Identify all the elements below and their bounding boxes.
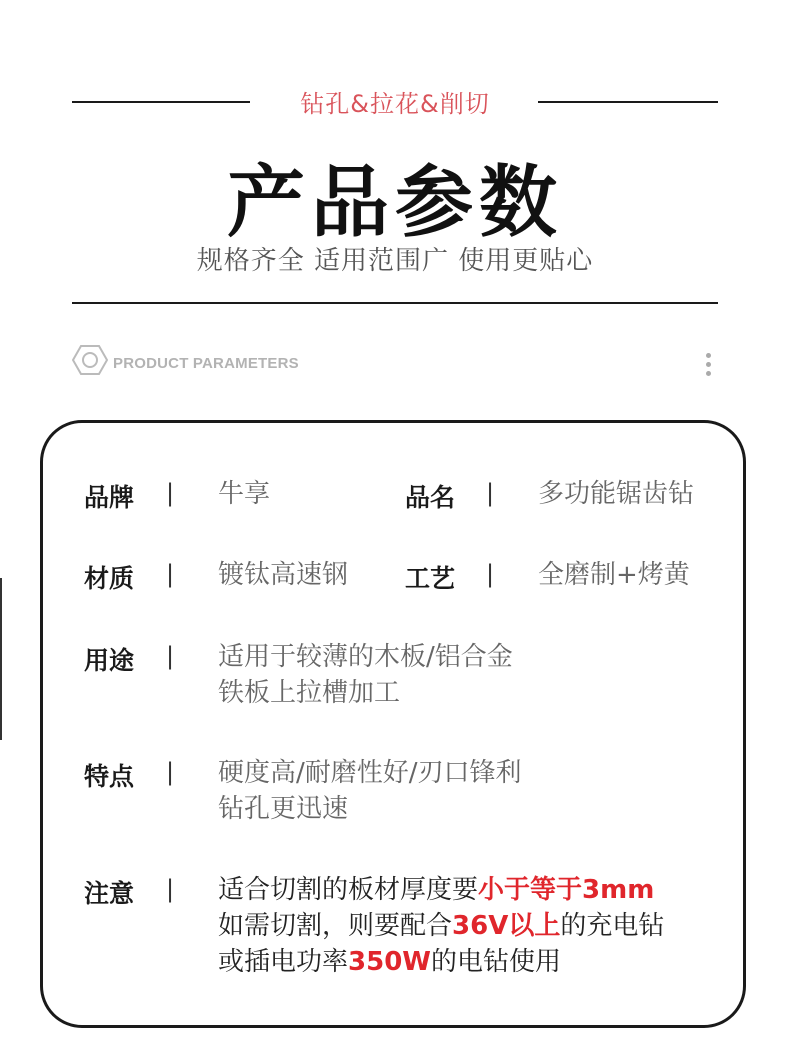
- usage-line-1: 适用于较薄的木板/铝合金: [218, 642, 513, 672]
- notice-line-2: [218, 908, 664, 944]
- notice-thickness-highlight: 小于等于3mm: [478, 875, 655, 905]
- notice-line-3: [218, 944, 561, 980]
- notice-line-3-text: 或插电功率: [218, 947, 349, 977]
- feature-separator: |: [166, 758, 175, 786]
- material-label: 材质: [84, 564, 135, 593]
- material-value: 镀钛高速钢: [218, 560, 349, 590]
- notice-line-1: [218, 872, 654, 908]
- brand-separator: |: [166, 479, 175, 507]
- notice-line-2-text: 如需切割，则要配合: [218, 911, 453, 941]
- notice-line-2-tail: 的充电钻: [560, 911, 665, 941]
- header-bottom-rule: [72, 302, 718, 304]
- tagline: 规格齐全 适用范围广 使用更贴心: [196, 246, 594, 276]
- feature-line-1: 硬度高/耐磨性好/刃口锋利: [218, 758, 522, 788]
- notice-line-3-tail: 的电钻使用: [430, 947, 561, 977]
- left-edge-bar: [0, 578, 2, 740]
- top-label: 钻孔&拉花&削切: [300, 90, 490, 118]
- notice-voltage-highlight: 36V以上: [452, 911, 561, 941]
- brand-label: 品牌: [84, 483, 135, 512]
- notice-separator: |: [166, 875, 175, 903]
- notice-power-highlight: 350W: [348, 947, 431, 977]
- process-label: 工艺: [405, 564, 456, 593]
- hexagon-nut-icon: [72, 344, 108, 376]
- name-value: 多功能锯齿钻: [538, 479, 695, 509]
- usage-line-2: 铁板上拉槽加工: [218, 678, 401, 708]
- page-title: 产品参数: [226, 158, 563, 248]
- process-separator: |: [486, 560, 495, 588]
- notice-line-1-text: 适合切割的板材厚度要: [218, 875, 479, 905]
- vertical-dots-icon: [702, 353, 714, 377]
- usage-label: 用途: [84, 646, 135, 675]
- name-label: 品名: [405, 483, 456, 512]
- feature-label: 特点: [84, 762, 135, 791]
- brand-value: 牛享: [218, 479, 271, 509]
- notice-label: 注意: [84, 879, 135, 908]
- feature-line-2: 钻孔更迅速: [218, 794, 349, 824]
- section-label: PRODUCT PARAMETERS: [113, 355, 299, 372]
- process-value: 全磨制+烤黄: [538, 560, 690, 590]
- name-separator: |: [486, 479, 495, 507]
- material-separator: |: [166, 560, 175, 588]
- usage-separator: |: [166, 642, 175, 670]
